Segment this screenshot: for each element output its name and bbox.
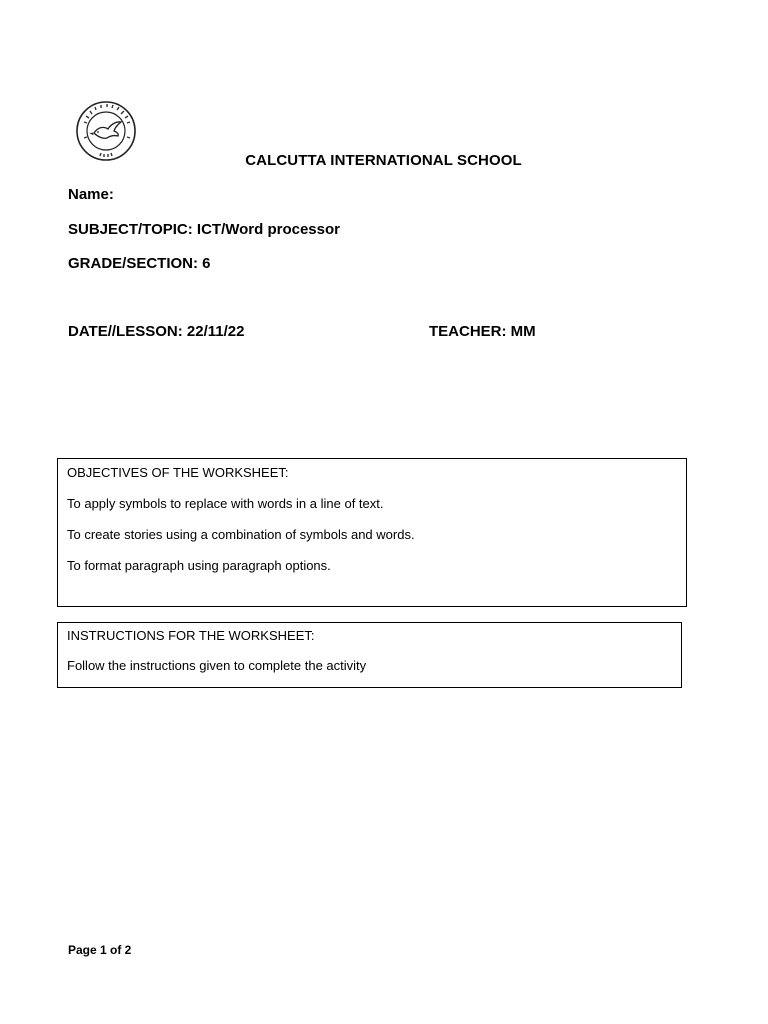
teacher-field: TEACHER: MM <box>429 323 536 340</box>
objective-item: To create stories using a combination of symbols and words. <box>67 527 415 542</box>
subject-topic-field: SUBJECT/TOPIC: ICT/Word processor <box>68 221 340 238</box>
school-name-heading <box>0 152 768 169</box>
objective-item: To format paragraph using paragraph options. <box>67 558 331 573</box>
date-lesson-field: DATE//LESSON: 22/11/22 <box>68 323 245 340</box>
page-number: Page 1 of 2 <box>68 943 132 957</box>
objectives-heading: OBJECTIVES OF THE WORKSHEET: <box>67 465 289 480</box>
name-field-label: Name: <box>68 186 114 203</box>
instruction-item: Follow the instructions given to complete the activity <box>67 658 367 673</box>
instructions-heading: INSTRUCTIONS FOR THE WORKSHEET: <box>67 628 315 643</box>
instructions-box <box>57 622 682 688</box>
objectives-box <box>57 458 687 607</box>
grade-section-field: GRADE/SECTION: 6 <box>68 255 211 272</box>
objective-item: To apply symbols to replace with words in a line of text. <box>67 496 384 511</box>
school-name-text: CALCUTTA INTERNATIONAL SCHOOL <box>245 152 522 169</box>
